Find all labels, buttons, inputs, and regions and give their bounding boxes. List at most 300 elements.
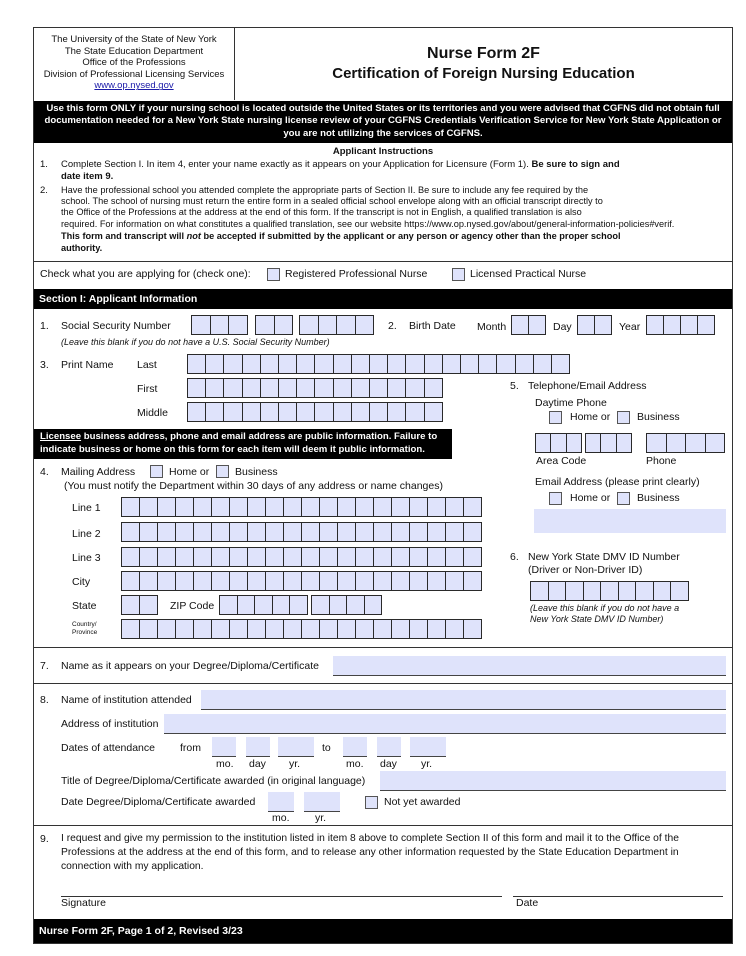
instruction-text — [61, 159, 620, 170]
ssn-cell[interactable] — [318, 315, 338, 335]
birth-date-label: Birth Date — [409, 320, 456, 332]
middle-name-cell[interactable] — [187, 402, 206, 422]
degree-title-input[interactable] — [380, 771, 726, 791]
city-cell[interactable] — [409, 571, 428, 591]
address-line1-cell[interactable] — [409, 497, 428, 517]
address-line1-cell[interactable] — [337, 497, 356, 517]
last-name-cell[interactable] — [478, 354, 497, 374]
footer-bar — [34, 919, 732, 943]
mail-home-label: Home or — [169, 466, 210, 478]
last-name-cell[interactable] — [533, 354, 552, 374]
country-cell[interactable] — [427, 619, 446, 639]
day-label: day — [380, 758, 397, 770]
city-cell[interactable] — [337, 571, 356, 591]
city-cell[interactable] — [265, 571, 284, 591]
address-line2-cell[interactable] — [193, 522, 212, 542]
city-label: City — [72, 576, 91, 588]
to-month-input[interactable] — [343, 737, 367, 757]
first-name-cell[interactable] — [424, 378, 443, 398]
from-label: from — [180, 742, 201, 754]
area-code-label: Area Code — [536, 455, 587, 467]
from-day-input[interactable] — [246, 737, 270, 757]
first-name-cell[interactable] — [223, 378, 242, 398]
last-name-cell[interactable] — [333, 354, 352, 374]
first-name-cell[interactable] — [205, 378, 224, 398]
degree-name-input[interactable] — [333, 656, 726, 676]
address-line3-cell[interactable] — [409, 547, 428, 567]
address-line3-cell[interactable] — [427, 547, 446, 567]
institution-address-input[interactable] — [164, 714, 726, 734]
email-business-checkbox[interactable] — [617, 492, 630, 505]
last-name-cell[interactable] — [551, 354, 570, 374]
phone-number-cell[interactable] — [646, 433, 667, 453]
address-line3-cell[interactable] — [391, 547, 410, 567]
zip-ext-cell[interactable] — [346, 595, 365, 615]
divider — [34, 261, 732, 262]
item-number: 7. — [40, 660, 49, 672]
date-label: Date — [516, 897, 539, 909]
address-line1-cell[interactable] — [445, 497, 464, 517]
country-cell[interactable] — [445, 619, 464, 639]
divider — [34, 825, 732, 826]
first-name-cell[interactable] — [187, 378, 206, 398]
city-cell[interactable] — [355, 571, 374, 591]
city-cell[interactable] — [373, 571, 392, 591]
first-name-cell[interactable] — [296, 378, 315, 398]
address-line3-cell[interactable] — [229, 547, 248, 567]
city-cell[interactable] — [139, 571, 158, 591]
address-line1-cell[interactable] — [121, 497, 140, 517]
address-line2-cell[interactable] — [139, 522, 158, 542]
dmv-id-cell[interactable] — [600, 581, 619, 601]
middle-name-cell[interactable] — [205, 402, 224, 422]
middle-name-cell[interactable] — [369, 402, 388, 422]
address-line2-cell[interactable] — [337, 522, 356, 542]
state-cell[interactable] — [139, 595, 158, 615]
middle-name-cell[interactable] — [242, 402, 261, 422]
last-name-cell[interactable] — [460, 354, 479, 374]
yr-label: yr. — [289, 758, 301, 770]
zip-ext-cell[interactable] — [329, 595, 348, 615]
address-line3-cell[interactable] — [157, 547, 176, 567]
country-cell[interactable] — [319, 619, 338, 639]
zip-ext-cell[interactable] — [364, 595, 383, 615]
last-name-cell[interactable] — [351, 354, 370, 374]
dmv-note: New York State DMV ID Number) — [530, 614, 664, 624]
ssn-cell[interactable] — [255, 315, 275, 335]
last-name-cell[interactable] — [242, 354, 261, 374]
address-line3-cell[interactable] — [283, 547, 302, 567]
address-line2-cell[interactable] — [445, 522, 464, 542]
address-line2-cell[interactable] — [121, 522, 140, 542]
address-line3-cell[interactable] — [301, 547, 320, 567]
address-line1-cell[interactable] — [283, 497, 302, 517]
address-line3-cell[interactable] — [175, 547, 194, 567]
dmv-id-cell[interactable] — [565, 581, 584, 601]
address-line2-cell[interactable] — [301, 522, 320, 542]
middle-name-label: Middle — [137, 407, 168, 419]
birth-month-cell[interactable] — [528, 315, 546, 335]
institution-name-label: Name of institution attended — [61, 694, 192, 706]
last-name-cell[interactable] — [205, 354, 224, 374]
divider — [34, 683, 732, 684]
address-line1-cell[interactable] — [301, 497, 320, 517]
rn-label: Registered Professional Nurse — [285, 268, 428, 280]
degree-name-label: Name as it appears on your Degree/Diploma/Certificate — [61, 660, 319, 672]
middle-name-cell[interactable] — [351, 402, 370, 422]
city-cell[interactable] — [121, 571, 140, 591]
dmv-id-cell[interactable] — [653, 581, 672, 601]
zip-cell[interactable] — [237, 595, 256, 615]
lpn-label: Licensed Practical Nurse — [470, 268, 587, 280]
footer-text: Nurse Form 2F, Page 1 of 2, Revised 3/23 — [39, 925, 243, 937]
instruction-text: authority. — [61, 243, 103, 253]
city-cell[interactable] — [193, 571, 212, 591]
address-line3-cell[interactable] — [319, 547, 338, 567]
notice-banner — [34, 101, 732, 143]
address-line2-cell[interactable] — [247, 522, 266, 542]
country-label-line: Province — [72, 629, 98, 636]
middle-name-cell[interactable] — [314, 402, 333, 422]
to-label: to — [322, 742, 331, 754]
city-cell[interactable] — [319, 571, 338, 591]
country-cell[interactable] — [355, 619, 374, 639]
form-title: Nurse Form 2F — [427, 45, 540, 62]
first-name-cell[interactable] — [387, 378, 406, 398]
month-label: Month — [477, 321, 507, 333]
mailing-address-label: Mailing Address — [61, 466, 136, 478]
address-line1-cell[interactable] — [427, 497, 446, 517]
dmv-id-cell[interactable] — [618, 581, 637, 601]
instruction-text: date item 9. — [61, 171, 114, 182]
address-line3-cell[interactable] — [121, 547, 140, 567]
address-line3-cell[interactable] — [373, 547, 392, 567]
mail-home-checkbox[interactable] — [150, 465, 163, 478]
zip-cell[interactable] — [254, 595, 273, 615]
phone-number-cell[interactable] — [705, 433, 726, 453]
zip-label: ZIP Code — [170, 600, 215, 612]
line3-label: Line 3 — [72, 552, 101, 564]
instruction-emphasis: Be sure to sign and — [531, 159, 620, 170]
degree-title-label: Title of Degree/Diploma/Certificate awarded (in original language) — [61, 775, 366, 787]
city-cell[interactable] — [391, 571, 410, 591]
middle-name-cell[interactable] — [387, 402, 406, 422]
birth-year-cell[interactable] — [646, 315, 664, 335]
country-cell[interactable] — [157, 619, 176, 639]
attendance-label: Dates of attendance — [61, 742, 155, 754]
address-line2-cell[interactable] — [319, 522, 338, 542]
first-name-cell[interactable] — [333, 378, 352, 398]
last-name-cell[interactable] — [260, 354, 279, 374]
country-cell[interactable] — [409, 619, 428, 639]
zip-cell[interactable] — [289, 595, 308, 615]
instruction-text-part: This form and transcript will — [61, 231, 185, 241]
address-line3-cell[interactable] — [445, 547, 464, 567]
address-line2-cell[interactable] — [427, 522, 446, 542]
email-business-label: Business — [637, 492, 680, 504]
address-line2-cell[interactable] — [283, 522, 302, 542]
dmv-id-cell[interactable] — [530, 581, 549, 601]
instruction-text-part: Complete Section I. In item 4, enter your name exactly as it appears on your Application for Licensure (Form 1). — [61, 159, 529, 170]
phone-prefix-cell[interactable] — [616, 433, 632, 453]
instruction-text: required. For information on what constitutes a qualified translation, see our website https://www.op.nysed.gov/about/general-information-policies#verif. — [61, 219, 675, 229]
country-cell[interactable] — [391, 619, 410, 639]
public-info-line — [40, 431, 446, 444]
mail-business-checkbox[interactable] — [216, 465, 229, 478]
not-yet-awarded-label: Not yet awarded — [384, 796, 461, 808]
agency-line: The University of the State of New York — [51, 34, 217, 45]
from-year-input[interactable] — [278, 737, 314, 757]
phone-number-cell[interactable] — [685, 433, 706, 453]
last-name-cell[interactable] — [496, 354, 515, 374]
public-info-line: indicate business or home on this form for each item will deem it public information. — [40, 443, 425, 455]
first-name-cell[interactable] — [242, 378, 261, 398]
mailing-note: (You must notify the Department within 30 days of any address or name changes) — [64, 480, 443, 492]
address-line2-cell[interactable] — [391, 522, 410, 542]
last-name-cell[interactable] — [369, 354, 388, 374]
birth-day-cell[interactable] — [577, 315, 595, 335]
date-line[interactable] — [513, 896, 723, 897]
item-number: 9. — [40, 833, 49, 845]
address-line1-cell[interactable] — [211, 497, 230, 517]
address-line3-cell[interactable] — [463, 547, 482, 567]
first-name-cell[interactable] — [278, 378, 297, 398]
country-cell[interactable] — [265, 619, 284, 639]
country-cell[interactable] — [373, 619, 392, 639]
phone-prefix-cell[interactable] — [600, 433, 616, 453]
country-cell[interactable] — [337, 619, 356, 639]
divider — [34, 647, 732, 648]
country-cell[interactable] — [139, 619, 158, 639]
signature-label: Signature — [61, 897, 106, 909]
country-label — [72, 621, 97, 637]
city-cell[interactable] — [283, 571, 302, 591]
first-name-label: First — [137, 383, 158, 395]
area-code-cell[interactable] — [566, 433, 582, 453]
dmv-id-cell[interactable] — [635, 581, 654, 601]
city-cell[interactable] — [247, 571, 266, 591]
city-cell[interactable] — [463, 571, 482, 591]
day-label: day — [249, 758, 266, 770]
address-line1-cell[interactable] — [463, 497, 482, 517]
address-line2-cell[interactable] — [229, 522, 248, 542]
address-line2-cell[interactable] — [373, 522, 392, 542]
country-cell[interactable] — [121, 619, 140, 639]
instruction-text-part: be accepted if submitted by the applicant or any person or agency other than the proper school — [203, 231, 621, 241]
address-line3-cell[interactable] — [193, 547, 212, 567]
address-line2-cell[interactable] — [211, 522, 230, 542]
last-name-cell[interactable] — [405, 354, 424, 374]
item-number: 8. — [40, 694, 49, 706]
address-line1-cell[interactable] — [157, 497, 176, 517]
middle-name-cell[interactable] — [278, 402, 297, 422]
phone-business-checkbox[interactable] — [617, 411, 630, 424]
permission-text: Professions at the address at the end of this form, and to release any other information requested by the State Education Department in — [61, 847, 679, 858]
birth-year-cell[interactable] — [697, 315, 715, 335]
last-name-cell[interactable] — [314, 354, 333, 374]
address-line1-cell[interactable] — [373, 497, 392, 517]
first-name-cell[interactable] — [369, 378, 388, 398]
address-line3-cell[interactable] — [265, 547, 284, 567]
public-info-notice — [34, 429, 452, 459]
ssn-cell[interactable] — [355, 315, 375, 335]
last-name-cell[interactable] — [387, 354, 406, 374]
phone-prefix-cell[interactable] — [585, 433, 601, 453]
awarded-month-input[interactable] — [268, 792, 294, 812]
form-subtitle: Certification of Foreign Nursing Education — [332, 65, 635, 82]
ssn-cell[interactable] — [228, 315, 248, 335]
line1-label: Line 1 — [72, 502, 101, 514]
dmv-id-cell[interactable] — [583, 581, 602, 601]
print-name-label: Print Name — [61, 359, 114, 371]
last-name-cell[interactable] — [515, 354, 534, 374]
country-cell[interactable] — [463, 619, 482, 639]
item-number: 4. — [40, 466, 49, 478]
city-cell[interactable] — [175, 571, 194, 591]
address-line2-cell[interactable] — [355, 522, 374, 542]
last-name-cell[interactable] — [278, 354, 297, 374]
address-line1-cell[interactable] — [355, 497, 374, 517]
last-name-cell[interactable] — [424, 354, 443, 374]
section1-title: Section I: Applicant Information — [39, 293, 198, 305]
email-input[interactable] — [534, 509, 726, 533]
section1-header — [34, 289, 732, 309]
address-line1-cell[interactable] — [319, 497, 338, 517]
ssn-cell[interactable] — [274, 315, 294, 335]
city-cell[interactable] — [211, 571, 230, 591]
zip-ext-cell[interactable] — [311, 595, 330, 615]
middle-name-cell[interactable] — [260, 402, 279, 422]
first-name-cell[interactable] — [405, 378, 424, 398]
area-code-cell[interactable] — [550, 433, 566, 453]
website-link[interactable]: www.op.nysed.gov — [94, 80, 174, 92]
city-cell[interactable] — [157, 571, 176, 591]
last-name-cell[interactable] — [296, 354, 315, 374]
city-cell[interactable] — [229, 571, 248, 591]
country-cell[interactable] — [301, 619, 320, 639]
address-line1-cell[interactable] — [193, 497, 212, 517]
mo-label: mo. — [216, 758, 234, 770]
birth-day-cell[interactable] — [594, 315, 612, 335]
instruction-number: 2. — [40, 185, 48, 196]
phone-home-checkbox[interactable] — [549, 411, 562, 424]
birth-year-cell[interactable] — [680, 315, 698, 335]
first-name-cell[interactable] — [314, 378, 333, 398]
country-cell[interactable] — [211, 619, 230, 639]
yr-label: yr. — [315, 812, 327, 824]
last-name-cell[interactable] — [223, 354, 242, 374]
email-label: Email Address (please print clearly) — [535, 476, 700, 488]
address-line1-cell[interactable] — [229, 497, 248, 517]
to-day-input[interactable] — [377, 737, 401, 757]
address-line1-cell[interactable] — [265, 497, 284, 517]
address-line3-cell[interactable] — [247, 547, 266, 567]
middle-name-cell[interactable] — [405, 402, 424, 422]
area-code-cell[interactable] — [535, 433, 551, 453]
country-cell[interactable] — [247, 619, 266, 639]
to-year-input[interactable] — [410, 737, 446, 757]
institution-name-input[interactable] — [201, 690, 726, 710]
first-name-cell[interactable] — [351, 378, 370, 398]
address-line1-cell[interactable] — [139, 497, 158, 517]
instruction-emphasis: not — [186, 231, 201, 241]
mail-business-label: Business — [235, 466, 278, 478]
phone-business-label: Business — [637, 411, 680, 423]
country-cell[interactable] — [175, 619, 194, 639]
year-label: Year — [619, 321, 641, 333]
address-line3-cell[interactable] — [355, 547, 374, 567]
lpn-checkbox[interactable] — [452, 268, 465, 281]
middle-name-cell[interactable] — [223, 402, 242, 422]
last-name-cell[interactable] — [187, 354, 206, 374]
ssn-cell[interactable] — [336, 315, 356, 335]
ssn-cell[interactable] — [191, 315, 211, 335]
address-line1-cell[interactable] — [391, 497, 410, 517]
last-name-label: Last — [137, 359, 157, 371]
birth-year-cell[interactable] — [663, 315, 681, 335]
rn-checkbox[interactable] — [267, 268, 280, 281]
not-yet-awarded-checkbox[interactable] — [365, 796, 378, 809]
phone-number-cell[interactable] — [666, 433, 687, 453]
applying-label: Check what you are applying for (check one): — [40, 268, 251, 280]
country-cell[interactable] — [283, 619, 302, 639]
address-line3-cell[interactable] — [211, 547, 230, 567]
address-line3-cell[interactable] — [139, 547, 158, 567]
zip-cell[interactable] — [272, 595, 291, 615]
birth-month-cell[interactable] — [511, 315, 529, 335]
dmv-id-cell[interactable] — [548, 581, 567, 601]
address-line2-cell[interactable] — [175, 522, 194, 542]
instructions-heading: Applicant Instructions — [332, 146, 434, 157]
email-home-checkbox[interactable] — [549, 492, 562, 505]
state-cell[interactable] — [121, 595, 140, 615]
address-line1-cell[interactable] — [175, 497, 194, 517]
middle-name-cell[interactable] — [424, 402, 443, 422]
city-cell[interactable] — [301, 571, 320, 591]
institution-address-label: Address of institution — [61, 718, 159, 730]
signature-line[interactable] — [61, 896, 502, 897]
last-name-cell[interactable] — [442, 354, 461, 374]
mo-label: mo. — [272, 812, 290, 824]
telephone-email-label: Telephone/Email Address — [528, 380, 647, 392]
dmv-id-cell[interactable] — [670, 581, 689, 601]
dmv-label: New York State DMV ID Number — [528, 551, 680, 563]
middle-name-cell[interactable] — [296, 402, 315, 422]
address-line3-cell[interactable] — [337, 547, 356, 567]
awarded-year-input[interactable] — [304, 792, 340, 812]
item-number: 3. — [40, 359, 49, 371]
first-name-cell[interactable] — [260, 378, 279, 398]
address-line2-cell[interactable] — [265, 522, 284, 542]
country-cell[interactable] — [229, 619, 248, 639]
ssn-note: (Leave this blank if you do not have a U.S. Social Security Number) — [61, 337, 330, 347]
address-line2-cell[interactable] — [463, 522, 482, 542]
address-line2-cell[interactable] — [157, 522, 176, 542]
permission-text: connection with my application. — [61, 861, 204, 872]
from-month-input[interactable] — [212, 737, 236, 757]
day-label: Day — [553, 321, 572, 333]
address-line2-cell[interactable] — [409, 522, 428, 542]
country-cell[interactable] — [193, 619, 212, 639]
city-cell[interactable] — [427, 571, 446, 591]
city-cell[interactable] — [445, 571, 464, 591]
zip-cell[interactable] — [219, 595, 238, 615]
middle-name-cell[interactable] — [333, 402, 352, 422]
licensee-word: Licensee — [40, 431, 82, 442]
ssn-cell[interactable] — [210, 315, 230, 335]
address-line1-cell[interactable] — [247, 497, 266, 517]
ssn-cell[interactable] — [299, 315, 319, 335]
